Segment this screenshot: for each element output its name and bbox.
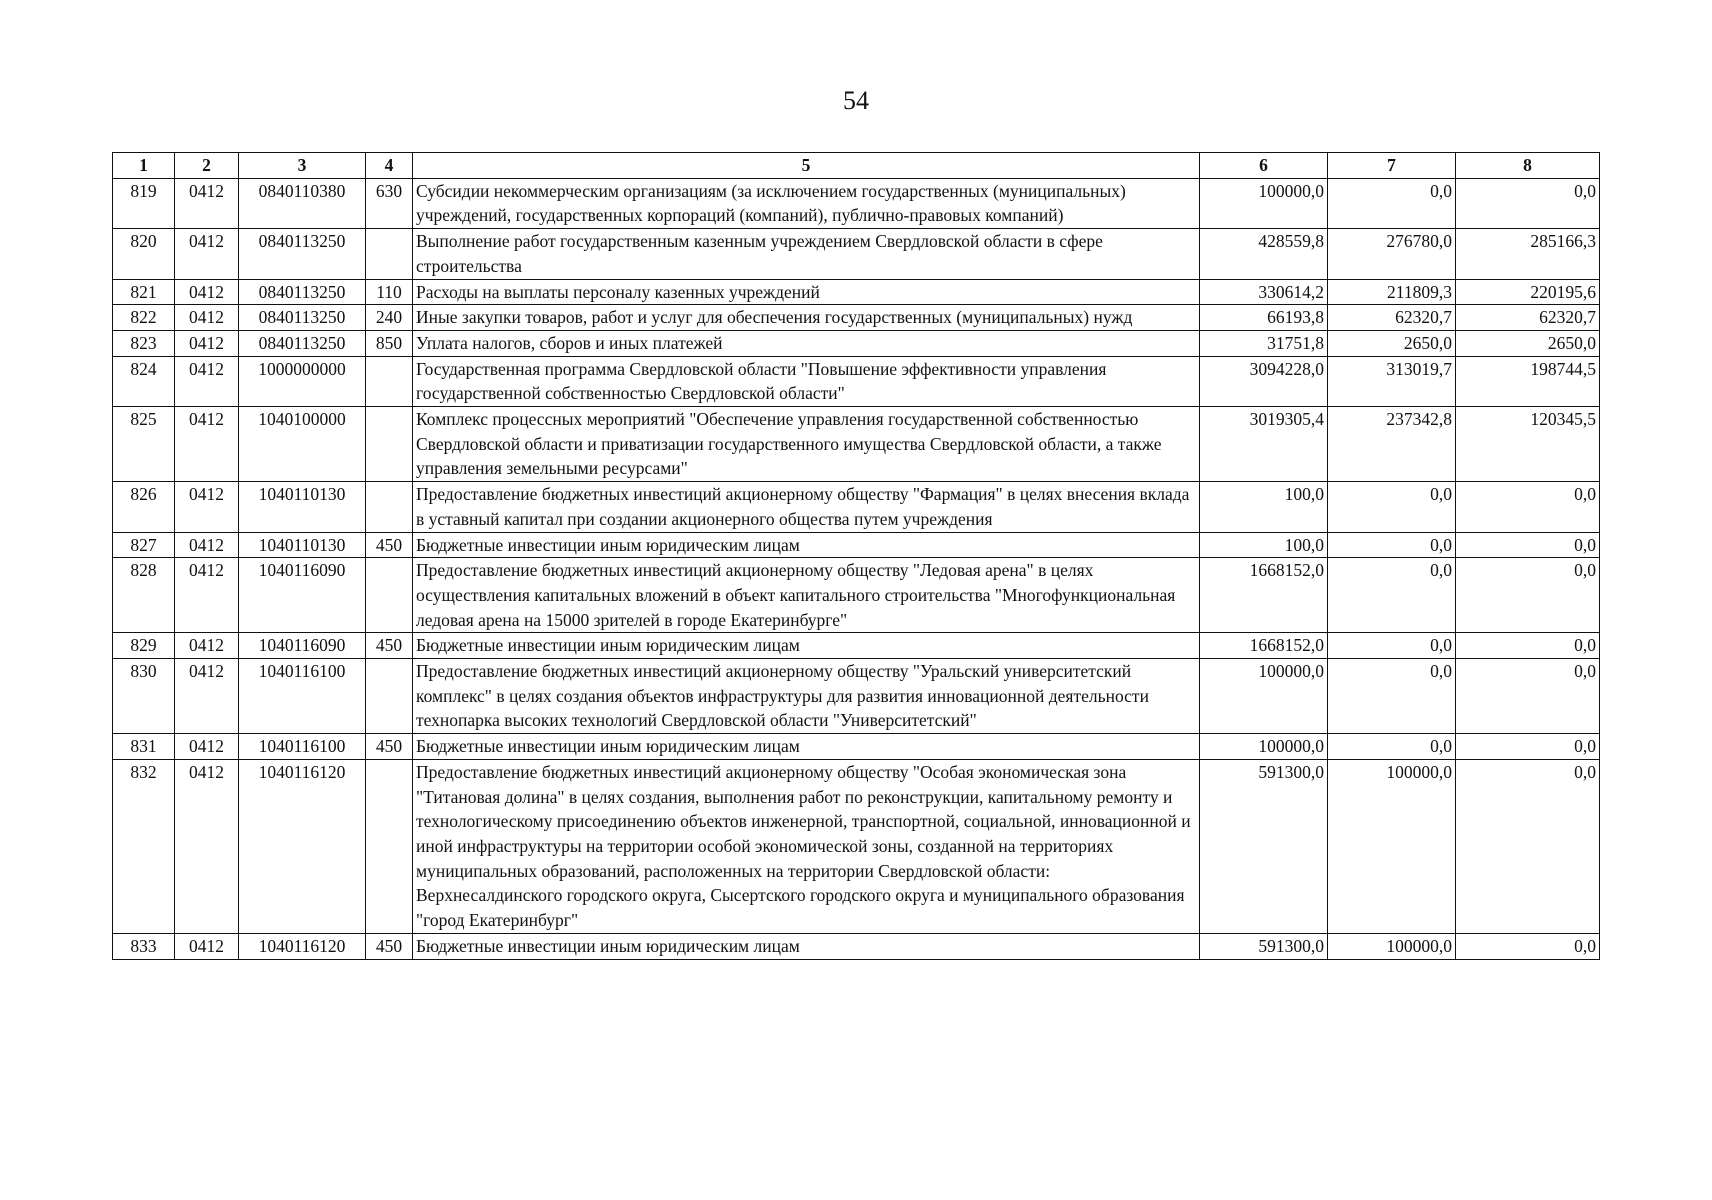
section-code: 0412: [175, 229, 239, 279]
description: Бюджетные инвестиции иным юридическим лицам: [413, 933, 1200, 959]
budget-table: [112, 152, 1600, 960]
description: Предоставление бюджетных инвестиций акционерному обществу "Уральский университетский комплекс" в целях создания объектов инфраструктуры для развития инновационной деятельности технопарка высоких технологий Свердловской области "Университетский": [413, 659, 1200, 734]
description: Комплекс процессных мероприятий "Обеспечение управления государственной собственностью Свердловской области и приватизации государственного имущества Свердловской области, а также управления земельными ресурсами": [413, 407, 1200, 482]
description: Расходы на выплаты персоналу казенных учреждений: [413, 279, 1200, 305]
col-header-6: 6: [1200, 153, 1328, 179]
description: Бюджетные инвестиции иным юридическим лицам: [413, 734, 1200, 760]
section-code: 0412: [175, 734, 239, 760]
amount-col-8: 0,0: [1456, 933, 1600, 959]
col-header-4: 4: [366, 153, 413, 179]
amount-col-8: 0,0: [1456, 482, 1600, 532]
amount-col-6: 31751,8: [1200, 330, 1328, 356]
target-code: 0840113250: [239, 229, 366, 279]
description: Бюджетные инвестиции иным юридическим лицам: [413, 532, 1200, 558]
amount-col-6: 1668152,0: [1200, 558, 1328, 633]
table-row: [113, 229, 1600, 279]
amount-col-6: 100,0: [1200, 482, 1328, 532]
col-header-8: 8: [1456, 153, 1600, 179]
amount-col-8: 0,0: [1456, 178, 1600, 228]
target-code: 1040116090: [239, 558, 366, 633]
amount-col-7: 0,0: [1328, 659, 1456, 734]
section-code: 0412: [175, 330, 239, 356]
amount-col-6: 3019305,4: [1200, 407, 1328, 482]
row-number: 824: [113, 356, 175, 406]
target-code: 0840113250: [239, 330, 366, 356]
amount-col-8: 0,0: [1456, 659, 1600, 734]
amount-col-7: 211809,3: [1328, 279, 1456, 305]
row-number: 827: [113, 532, 175, 558]
section-code: 0412: [175, 633, 239, 659]
table-row: [113, 305, 1600, 331]
expense-type-code: [366, 482, 413, 532]
table-row: [113, 558, 1600, 633]
description: Предоставление бюджетных инвестиций акционерному обществу "Особая экономическая зона "Титановая долина" в целях создания, выполнения работ по реконструкции, капитальному ремонту и технологическому присоединению объектов инженерной, транспортной, социальной, инновационной и иной инфраструктуры на территории особой экономической зоны, созданной на территориях муниципальных образований, расположенных на территории Свердловской области: Верхнесалдинского городского округа, Сысертского городского округа и муниципального образования "город Екатеринбург": [413, 759, 1200, 933]
target-code: 0840113250: [239, 305, 366, 331]
expense-type-code: 450: [366, 734, 413, 760]
row-number: 830: [113, 659, 175, 734]
section-code: 0412: [175, 532, 239, 558]
amount-col-7: 0,0: [1328, 178, 1456, 228]
page-number: 54: [843, 86, 869, 115]
row-number: 828: [113, 558, 175, 633]
description: Уплата налогов, сборов и иных платежей: [413, 330, 1200, 356]
amount-col-7: 0,0: [1328, 532, 1456, 558]
section-code: 0412: [175, 933, 239, 959]
amount-col-7: 313019,7: [1328, 356, 1456, 406]
amount-col-6: 100000,0: [1200, 178, 1328, 228]
header-row: [113, 153, 1600, 179]
expense-type-code: 450: [366, 933, 413, 959]
target-code: 1040116120: [239, 933, 366, 959]
amount-col-8: 120345,5: [1456, 407, 1600, 482]
section-code: 0412: [175, 759, 239, 933]
expense-type-code: 850: [366, 330, 413, 356]
section-code: 0412: [175, 305, 239, 331]
target-code: 1040116100: [239, 734, 366, 760]
amount-col-6: 100,0: [1200, 532, 1328, 558]
description: Предоставление бюджетных инвестиций акционерному обществу "Фармация" в целях внесения вклада в уставный капитал при создании акционерного общества путем учреждения: [413, 482, 1200, 532]
row-number: 829: [113, 633, 175, 659]
expense-type-code: 240: [366, 305, 413, 331]
row-number: 826: [113, 482, 175, 532]
amount-col-6: 591300,0: [1200, 759, 1328, 933]
section-code: 0412: [175, 356, 239, 406]
section-code: 0412: [175, 659, 239, 734]
expense-type-code: [366, 407, 413, 482]
table-row: [113, 734, 1600, 760]
expense-type-code: 450: [366, 633, 413, 659]
section-code: 0412: [175, 407, 239, 482]
amount-col-7: 0,0: [1328, 482, 1456, 532]
amount-col-7: 0,0: [1328, 734, 1456, 760]
description: Субсидии некоммерческим организациям (за исключением государственных (муниципальных) учреждений, государственных корпораций (компаний), публично-правовых компаний): [413, 178, 1200, 228]
expense-type-code: 630: [366, 178, 413, 228]
row-number: 821: [113, 279, 175, 305]
description: Государственная программа Свердловской области "Повышение эффективности управления государственной собственностью Свердловской области": [413, 356, 1200, 406]
target-code: 0840110380: [239, 178, 366, 228]
amount-col-6: 428559,8: [1200, 229, 1328, 279]
amount-col-7: 100000,0: [1328, 759, 1456, 933]
row-number: 832: [113, 759, 175, 933]
amount-col-6: 3094228,0: [1200, 356, 1328, 406]
amount-col-8: 0,0: [1456, 558, 1600, 633]
section-code: 0412: [175, 279, 239, 305]
target-code: 0840113250: [239, 279, 366, 305]
amount-col-6: 591300,0: [1200, 933, 1328, 959]
amount-col-8: 0,0: [1456, 734, 1600, 760]
amount-col-8: 0,0: [1456, 759, 1600, 933]
amount-col-7: 276780,0: [1328, 229, 1456, 279]
row-number: 825: [113, 407, 175, 482]
amount-col-6: 1668152,0: [1200, 633, 1328, 659]
amount-col-8: 285166,3: [1456, 229, 1600, 279]
row-number: 831: [113, 734, 175, 760]
expense-type-code: [366, 558, 413, 633]
table-row: [113, 482, 1600, 532]
target-code: 1040116120: [239, 759, 366, 933]
col-header-5: 5: [413, 153, 1200, 179]
expense-type-code: [366, 229, 413, 279]
amount-col-8: 2650,0: [1456, 330, 1600, 356]
row-number: 820: [113, 229, 175, 279]
expense-type-code: 110: [366, 279, 413, 305]
amount-col-7: 0,0: [1328, 633, 1456, 659]
target-code: 1040110130: [239, 532, 366, 558]
amount-col-6: 66193,8: [1200, 305, 1328, 331]
table-row: [113, 532, 1600, 558]
target-code: 1040110130: [239, 482, 366, 532]
expense-type-code: [366, 759, 413, 933]
description: Бюджетные инвестиции иным юридическим лицам: [413, 633, 1200, 659]
amount-col-7: 237342,8: [1328, 407, 1456, 482]
table-row: [113, 759, 1600, 933]
row-number: 823: [113, 330, 175, 356]
description: Выполнение работ государственным казенным учреждением Свердловской области в сфере строительства: [413, 229, 1200, 279]
expense-type-code: 450: [366, 532, 413, 558]
section-code: 0412: [175, 558, 239, 633]
table-row: [113, 356, 1600, 406]
amount-col-7: 100000,0: [1328, 933, 1456, 959]
table-row: [113, 407, 1600, 482]
col-header-3: 3: [239, 153, 366, 179]
amount-col-8: 0,0: [1456, 532, 1600, 558]
target-code: 1040116090: [239, 633, 366, 659]
amount-col-7: 62320,7: [1328, 305, 1456, 331]
amount-col-7: 0,0: [1328, 558, 1456, 633]
amount-col-6: 100000,0: [1200, 659, 1328, 734]
expense-type-code: [366, 659, 413, 734]
table-row: [113, 279, 1600, 305]
table-row: [113, 659, 1600, 734]
table-row: [113, 633, 1600, 659]
col-header-7: 7: [1328, 153, 1456, 179]
description: Предоставление бюджетных инвестиций акционерному обществу "Ледовая арена" в целях осуществления капитальных вложений в объект капитального строительства "Многофункциональная ледовая арена на 15000 зрителей в городе Екатеринбурге": [413, 558, 1200, 633]
table-row: [113, 178, 1600, 228]
amount-col-8: 198744,5: [1456, 356, 1600, 406]
col-header-2: 2: [175, 153, 239, 179]
row-number: 819: [113, 178, 175, 228]
row-number: 822: [113, 305, 175, 331]
expense-type-code: [366, 356, 413, 406]
target-code: 1000000000: [239, 356, 366, 406]
amount-col-8: 0,0: [1456, 633, 1600, 659]
amount-col-8: 62320,7: [1456, 305, 1600, 331]
description: Иные закупки товаров, работ и услуг для обеспечения государственных (муниципальных) нужд: [413, 305, 1200, 331]
target-code: 1040100000: [239, 407, 366, 482]
section-code: 0412: [175, 178, 239, 228]
table-row: [113, 933, 1600, 959]
amount-col-7: 2650,0: [1328, 330, 1456, 356]
amount-col-6: 330614,2: [1200, 279, 1328, 305]
target-code: 1040116100: [239, 659, 366, 734]
row-number: 833: [113, 933, 175, 959]
table-row: [113, 330, 1600, 356]
amount-col-8: 220195,6: [1456, 279, 1600, 305]
section-code: 0412: [175, 482, 239, 532]
amount-col-6: 100000,0: [1200, 734, 1328, 760]
col-header-1: 1: [113, 153, 175, 179]
